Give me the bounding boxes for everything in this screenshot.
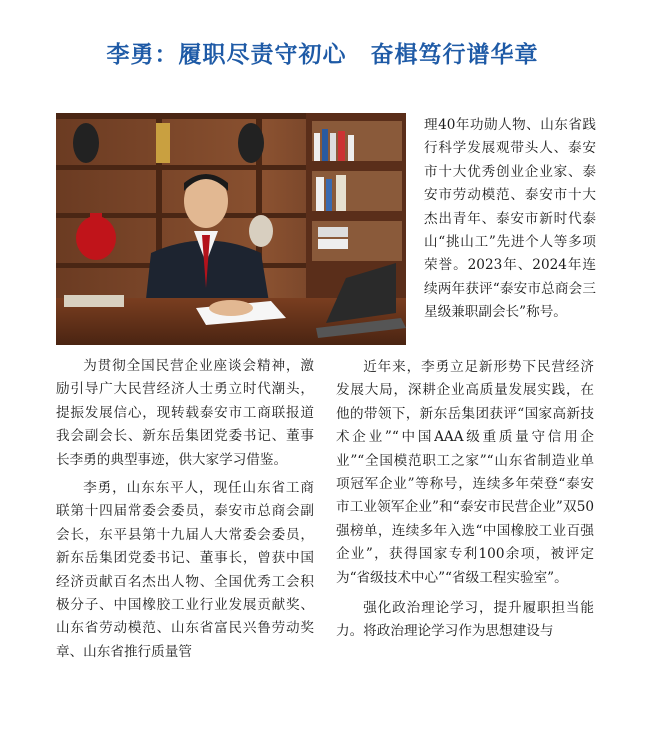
paragraph-study: 强化政治理论学习，提升履职担当能力。将政治理论学习作为思想建设与 bbox=[336, 600, 594, 640]
portrait-photo bbox=[56, 113, 406, 345]
right-column-top bbox=[424, 114, 596, 325]
right-column bbox=[336, 356, 594, 644]
paragraph-achievements: 近年来，李勇立足新形势下民营经济发展大局，深耕企业高质量发展实践，在他的带领下，新东岳集团获评“国家高新技术企业”“中国AAA级重质量守信用企业”“全国模范职工之家”“山东省制造业单项冠军企业”等称号，连续多年荣登“泰安市工业领军企业”和“泰安市民营企业”双50强榜单，连续多年入选“中国橡胶工业百强企业”，获得国家专利100余项，被评定为“省级技术中心”“省级工程实验室”。 bbox=[336, 359, 594, 586]
paragraph-honors: 理40年功勋人物、山东省践行科学发展观带头人、泰安市十大优秀创业企业家、泰安市劳动模范、泰安市十大杰出青年、泰安市新时代泰山“挑山工”先进个人等多项荣誉。2023年、2024年连续两年获评“泰安市总商会三星级兼职副会长”称号。 bbox=[424, 117, 596, 321]
portrait-photo-icon bbox=[56, 113, 406, 345]
paragraph-intro: 为贯彻全国民营企业座谈会精神，激励引导广大民营经济人士勇立时代潮头，提振发展信心，现转载泰安市工商联报道我会副会长、新东岳集团党委书记、董事长李勇的典型事迹，供大家学习借鉴。 bbox=[56, 358, 314, 468]
left-column bbox=[56, 355, 314, 664]
paragraph-bio: 李勇，山东东平人，现任山东省工商联第十四届常委会委员，泰安市总商会副会长，东平县第十九届人大常委会委员，新东岳集团党委书记、董事长，曾获中国经济贡献百名杰出人物、全国优秀工会积极分子、中国橡胶工业行业发展贡献奖、山东省劳动模范、山东省富民兴鲁劳动奖章、山东省推行质量管 bbox=[56, 480, 314, 660]
article-title: 李勇：履职尽责守初心 奋楫笃行谱华章 bbox=[106, 42, 539, 68]
